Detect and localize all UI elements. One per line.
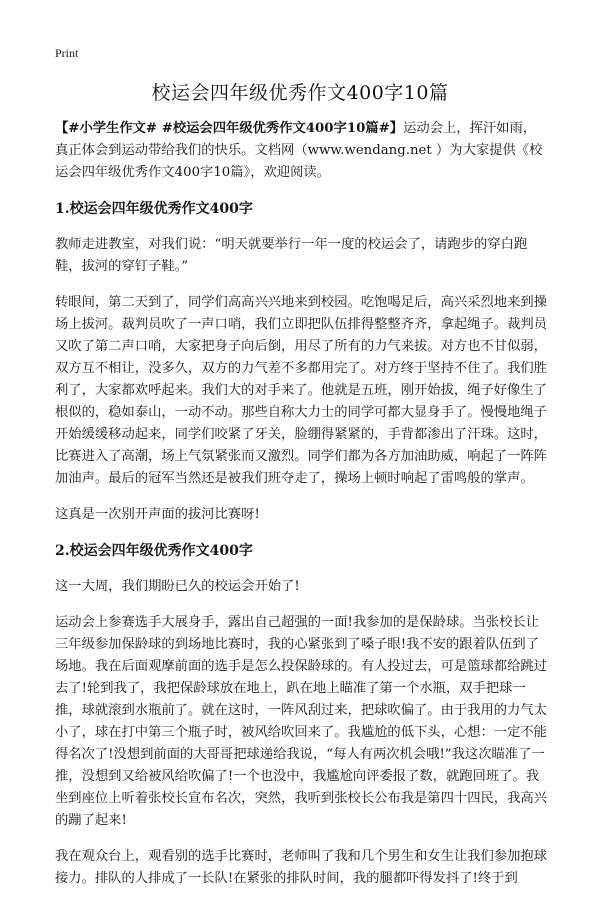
paragraph: 运动会上参赛选手大展身手，露出自己超强的一面!我参加的是保龄球。当张校长让三年级参加保龄球的到场地比赛时，我的心紧张到了嗓子眼!我不安的跟着队伍到了场地。我在后面观摩前面的选手是怎么投保龄球的。有人投过去，可是篮球都给跳过去了!轮到我了，我把保龄球放在地上，趴在地上瞄准了第一个水瓶，双手把球一推，球就滚到水瓶前了。就在这时，一阵风刮过来，把球吹偏了。由于我用的力气太小了，球在打中第三个瓶子时，被风给吹回来了。我尴尬的低下头，心想：一定不能得名次了!没想到前面的大哥哥把球递给我说，“每人有两次机会哦!”我这次瞄准了一推，没想到又给被风给吹偏了!一个也没中，我尴尬向评委报了数，就跑回班了。我坐到座位上听着张校长宣布名次，突然，我听到张校长公布我是第四十四民，我高兴的蹦了起来! [55,615,547,828]
intro-paragraph [55,118,547,184]
intro-text: 运动会上，挥汗如雨，真正体会到运动带给我们的快乐。文档网（www.wendang.net ）为大家提供《校运会四年级优秀作文400字10篇》，欢迎阅读。 [55,121,543,180]
page-title: 校运会四年级优秀作文400字10篇 [151,82,449,104]
print-label: Print [55,46,79,60]
section-heading: 2.校运会四年级优秀作文400字 [55,543,253,559]
paragraph: 这一大周，我们期盼已久的校运会开始了! [55,579,300,594]
paragraph: 这真是一次别开声面的拔河比赛呀! [55,507,260,522]
paragraph: 教师走进教室，对我们说：“明天就要举行一年一度的校运会了，请跑步的穿白跑鞋，拔河的穿钉子鞋。” [55,237,528,274]
intro-tags: 【#小学生作文# #校运会四年级优秀作文400字10篇#】 [55,121,404,136]
section-heading: 1.校运会四年级优秀作文400字 [55,201,253,217]
article-body [55,118,547,904]
paragraph: 我在观众台上，观看别的选手比赛时，老师叫了我和几个男生和女生让我们参加抱球接力。排队的人排成了一长队!在紧张的排队时间，我的腿都吓得发抖了!终于到 [55,849,547,886]
paragraph: 转眼间，第二天到了，同学们高高兴兴地来到校园。吃饱喝足后，高兴采烈地来到操场上拔河。裁判员吹了一声口哨，我们立即把队伍排得整整齐齐，拿起绳子。裁判员又吹了第二声口哨，大家把身子向后倒，用尽了所有的力气来拔。对方也不甘似弱，双方互不相让，没多久，双方的力气差不多都用完了。对方终于坚持不住了。我们胜利了，大家都欢呼起来。我们大的对手来了。他就是五班，刚开始拔，绳子好像生了根似的，稳如泰山，一动不动。那些自称大力士的同学可都大显身手了。慢慢地绳子开始缓缓移动起来，同学们咬紧了牙关，脸绷得紧紧的，手背都渗出了汗珠。这时，比赛进入了高潮，场上气氛紧张而又激烈。同学们都为各方加油助威，响起了一阵阵加油声。最后的冠军当然还是被我们班夺走了，操场上顿时响起了雷鸣般的掌声。 [55,295,547,486]
